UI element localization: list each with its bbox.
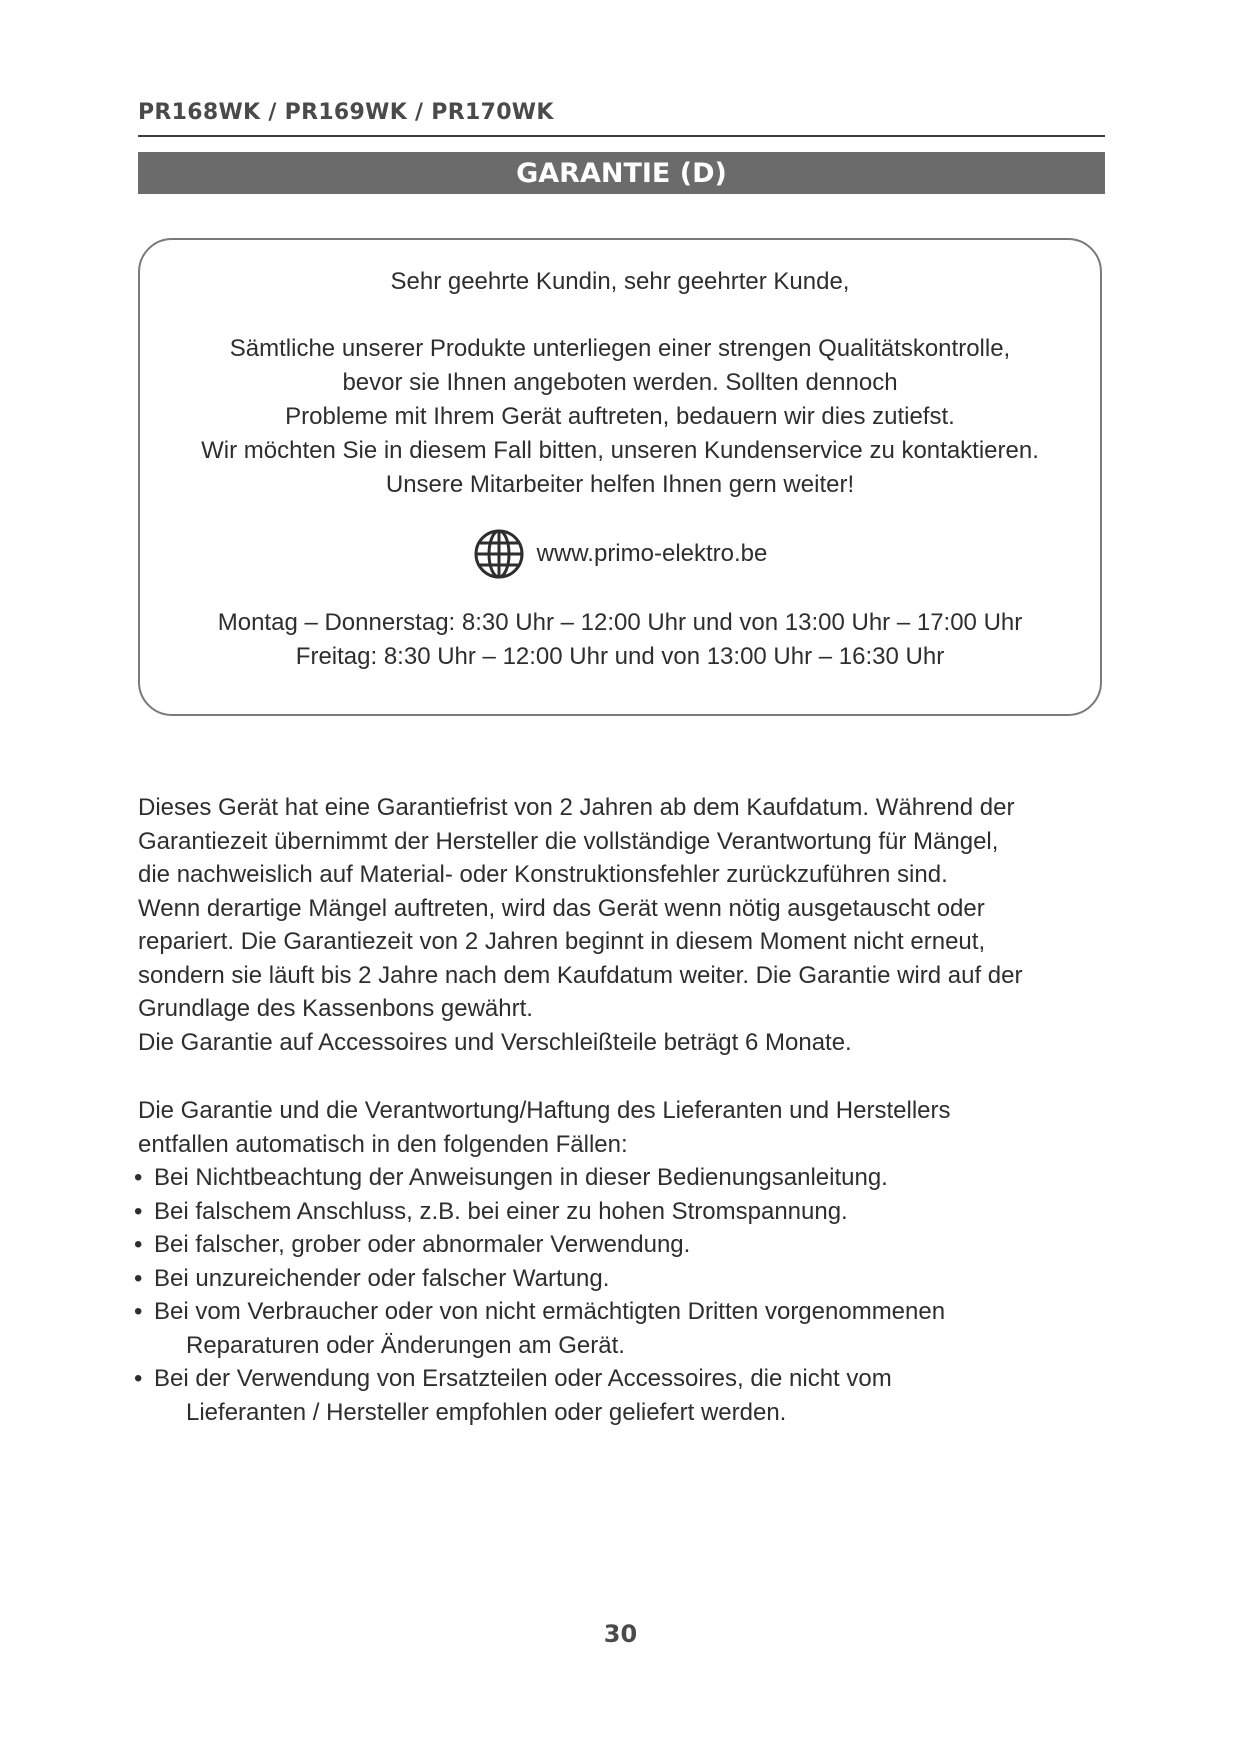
list-item	[134, 1262, 1118, 1296]
exclusions-intro-line: Die Garantie und die Verantwortung/Haftung des Lieferanten und Herstellers	[138, 1097, 951, 1124]
list-item-continuation: Lieferanten / Hersteller empfohlen oder geliefert werden.	[186, 1398, 787, 1426]
list-item-text: Bei falscher, grober oder abnormaler Verwendung.	[154, 1231, 691, 1258]
list-item-text: Bei falschem Anschluss, z.B. bei einer zu hohen Stromspannung.	[154, 1197, 848, 1225]
customer-service-box	[138, 238, 1102, 716]
intro-line: Probleme mit Ihrem Gerät auftreten, bedauern wir dies zutiefst.	[285, 403, 955, 430]
list-item-text: Bei unzureichender oder falscher Wartung.	[154, 1264, 610, 1292]
greeting: Sehr geehrte Kundin, sehr geehrter Kunde,	[390, 268, 850, 295]
exclusions-intro-line: entfallen automatisch in den folgenden Fällen:	[138, 1130, 628, 1158]
model-numbers: PR168WK / PR169WK / PR170WK	[138, 100, 554, 125]
section-title-bar	[138, 152, 1105, 194]
paragraph-line: Dieses Gerät hat eine Garantiefrist von 2 Jahren ab dem Kaufdatum. Während der	[138, 794, 1015, 821]
paragraph-line: sondern sie läuft bis 2 Jahre nach dem Kaufdatum weiter. Die Garantie wird auf der	[138, 961, 1023, 989]
list-item-continuation: Reparaturen oder Änderungen am Gerät.	[186, 1331, 625, 1359]
list-item	[134, 1228, 1118, 1262]
page-number: 30	[603, 1620, 638, 1648]
intro-line: bevor sie Ihnen angeboten werden. Sollten dennoch	[342, 369, 898, 396]
exclusions-section	[138, 1094, 1118, 1429]
list-item-text: Bei vom Verbraucher oder von nicht ermächtigten Dritten vorgenommenen	[154, 1298, 946, 1325]
hours-line: Freitag: 8:30 Uhr – 12:00 Uhr und von 13:00 Uhr – 16:30 Uhr	[295, 643, 945, 670]
intro-line: Sämtliche unserer Produkte unterliegen einer strengen Qualitätskontrolle,	[229, 335, 1011, 362]
list-item	[134, 1362, 1118, 1429]
list-item	[134, 1161, 1118, 1195]
warranty-paragraph	[138, 791, 1118, 1059]
paragraph-line: die nachweislich auf Material- oder Konstruktionsfehler zurückzuführen sind.	[138, 861, 948, 888]
section-title: GARANTIE (D)	[516, 157, 727, 189]
list-item	[134, 1195, 1118, 1229]
list-item-text: Bei der Verwendung von Ersatzteilen oder Accessoires, die nicht vom	[154, 1365, 892, 1392]
intro-line: Unsere Mitarbeiter helfen Ihnen gern weiter!	[385, 471, 855, 498]
website-row	[140, 528, 1100, 580]
paragraph-line: Die Garantie auf Accessoires und Verschleißteile beträgt 6 Monate.	[138, 1028, 852, 1056]
hours-line: Montag – Donnerstag: 8:30 Uhr – 12:00 Uhr und von 13:00 Uhr – 17:00 Uhr	[217, 609, 1023, 636]
globe-icon	[473, 528, 525, 580]
website-link[interactable]: www.primo-elektro.be	[536, 540, 768, 567]
list-item-text: Bei Nichtbeachtung der Anweisungen in dieser Bedienungsanleitung.	[154, 1164, 888, 1191]
paragraph-line: Grundlage des Kassenbons gewährt.	[138, 995, 533, 1022]
intro-line: Wir möchten Sie in diesem Fall bitten, unseren Kundenservice zu kontaktieren.	[201, 437, 1039, 464]
list-item	[134, 1295, 1118, 1362]
opening-hours	[140, 606, 1100, 674]
header-divider	[138, 135, 1105, 137]
intro-text	[140, 332, 1100, 502]
paragraph-line: repariert. Die Garantiezeit von 2 Jahren beginnt in diesem Moment nicht erneut,	[138, 928, 986, 955]
exclusions-list	[138, 1161, 1118, 1429]
paragraph-line: Garantiezeit übernimmt der Hersteller die vollständige Verantwortung für Mängel,	[138, 827, 999, 855]
paragraph-line: Wenn derartige Mängel auftreten, wird das Gerät wenn nötig ausgetauscht oder	[138, 894, 985, 922]
